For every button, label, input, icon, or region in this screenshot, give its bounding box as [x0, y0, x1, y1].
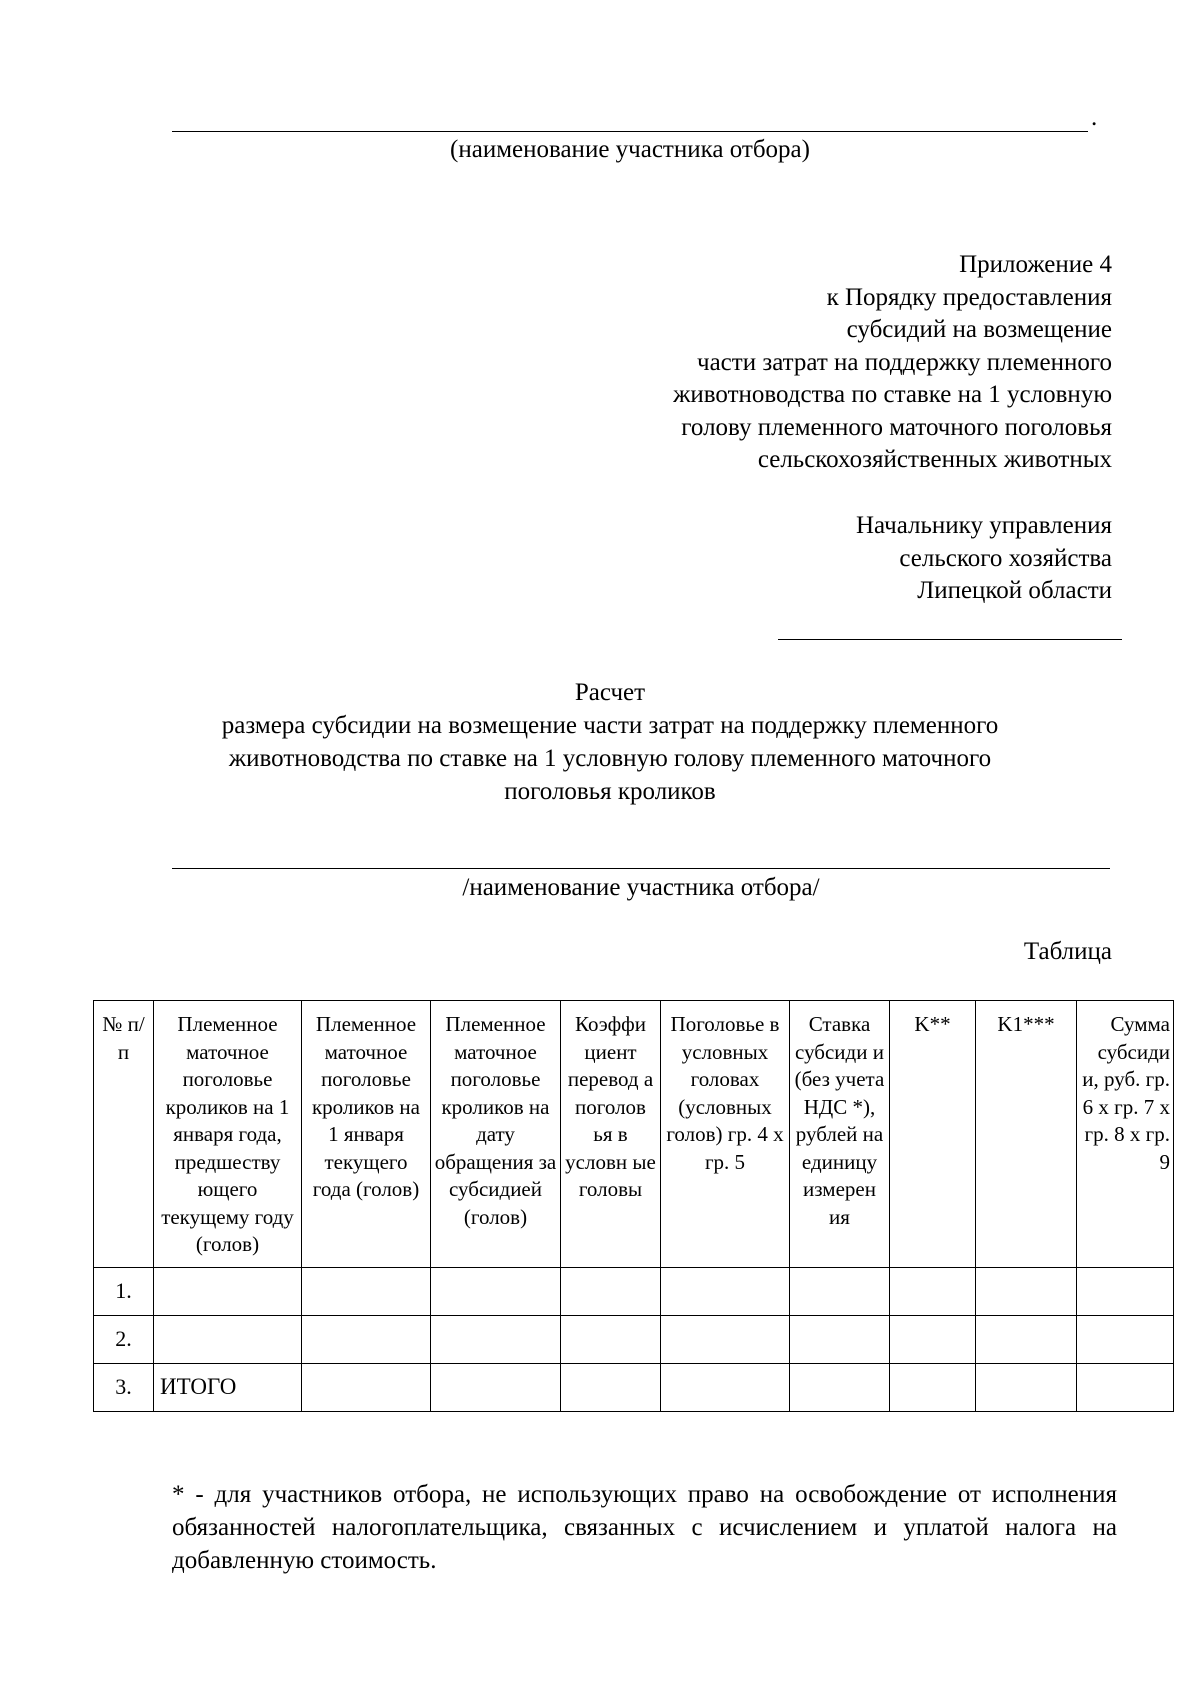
addressee-block — [856, 510, 1112, 608]
title-line: животноводства по ставке на 1 условную голову племенного маточного — [228, 745, 992, 772]
row-number: 3. — [94, 1363, 154, 1411]
table-cell — [302, 1267, 431, 1315]
appendix-line: субсидий на возмещение — [846, 316, 1112, 343]
vat-footnote: * - для участников отбора, не использующих право на освобождение от исполнения обязанностей налогоплательщика, связанных с исчислением и уплатой налога на добавленную стоимость. — [172, 1481, 1117, 1574]
header-cell-k1: K1*** — [976, 1001, 1077, 1268]
addressee-name-line — [778, 639, 1122, 640]
appendix-line: Приложение 4 — [959, 251, 1112, 278]
participant-name-line-2 — [172, 868, 1110, 869]
appendix-block — [673, 249, 1112, 477]
appendix-line: сельскохозяйственных животных — [757, 446, 1112, 473]
participant-name-line — [172, 131, 1088, 132]
table-cell — [976, 1267, 1077, 1315]
table-cell — [976, 1315, 1077, 1363]
table-cell — [976, 1363, 1077, 1411]
header-cell-conversion-coefficient: Коэффи циент перевод а поголов ья в условн ые головы — [561, 1001, 661, 1268]
header-cell-stock-application-date: Племенное маточное поголовье кроликов на дату обращения за субсидией (голов) — [431, 1001, 561, 1268]
table-cell — [302, 1315, 431, 1363]
addressee-line: Начальнику управления — [856, 512, 1112, 539]
title-line: размера субсидии на возмещение части затрат на поддержку племенного — [221, 712, 999, 739]
appendix-line: голову племенного маточного поголовья — [681, 413, 1112, 441]
table-header-row — [94, 1001, 1174, 1268]
appendix-line: части затрат на поддержку племенного — [697, 348, 1112, 376]
header-cell-stock-prev-year: Племенное маточное поголовье кроликов на 1 января года, предшеству ющего текущему году (голов) — [154, 1001, 302, 1268]
header-cell-number: № п/п — [94, 1001, 154, 1268]
participant-name-caption-2: /наименование участника отбора/ — [462, 874, 820, 901]
table-cell — [1077, 1363, 1174, 1411]
participant-name-caption: (наименование участника отбора) — [450, 136, 810, 163]
table-cell — [790, 1363, 890, 1411]
table-row-total — [94, 1363, 1174, 1411]
table-cell — [790, 1315, 890, 1363]
header-cell-stock-current-year: Племенное маточное поголовье кроликов на 1 января текущего года (голов) — [302, 1001, 431, 1268]
table-cell — [1077, 1267, 1174, 1315]
participant-name-period: . — [1091, 104, 1098, 131]
table-cell — [561, 1363, 661, 1411]
addressee-line: сельского хозяйства — [899, 544, 1112, 572]
table-cell — [431, 1363, 561, 1411]
table-cell — [890, 1267, 976, 1315]
document-title — [170, 676, 1050, 808]
table-label: Таблица — [1023, 938, 1112, 965]
table-cell — [890, 1315, 976, 1363]
table-cell — [154, 1267, 302, 1315]
table-cell — [561, 1267, 661, 1315]
table-cell — [302, 1363, 431, 1411]
table-cell — [661, 1315, 790, 1363]
table-row — [94, 1267, 1174, 1315]
row-number: 1. — [94, 1267, 154, 1315]
title-line: поголовья кроликов — [504, 778, 716, 805]
total-label: ИТОГО — [154, 1363, 302, 1411]
table-cell — [790, 1267, 890, 1315]
table-cell — [661, 1267, 790, 1315]
calculation-table — [93, 1000, 1174, 1412]
addressee-line: Липецкой области — [917, 577, 1112, 604]
table-cell — [561, 1315, 661, 1363]
header-cell-subsidy-rate: Ставка субсиди и (без учета НДС *), рублей на единицу измерен ия — [790, 1001, 890, 1268]
row-number: 2. — [94, 1315, 154, 1363]
table-row — [94, 1315, 1174, 1363]
header-cell-k: K** — [890, 1001, 976, 1268]
appendix-line: животноводства по ставке на 1 условную — [673, 381, 1112, 408]
table-cell — [431, 1267, 561, 1315]
table-cell — [661, 1363, 790, 1411]
appendix-line: к Порядку предоставления — [826, 283, 1112, 311]
table-cell — [154, 1315, 302, 1363]
header-cell-conditional-heads: Поголовье в условных головах (условных голов) гр. 4 x гр. 5 — [661, 1001, 790, 1268]
header-cell-subsidy-sum: Сумма субсиди и, руб. гр. 6 x гр. 7 x гр. 8 x гр. 9 — [1077, 1001, 1174, 1268]
table-cell — [890, 1363, 976, 1411]
table-cell — [431, 1315, 561, 1363]
table-cell — [1077, 1315, 1174, 1363]
title-heading: Расчет — [574, 679, 646, 706]
